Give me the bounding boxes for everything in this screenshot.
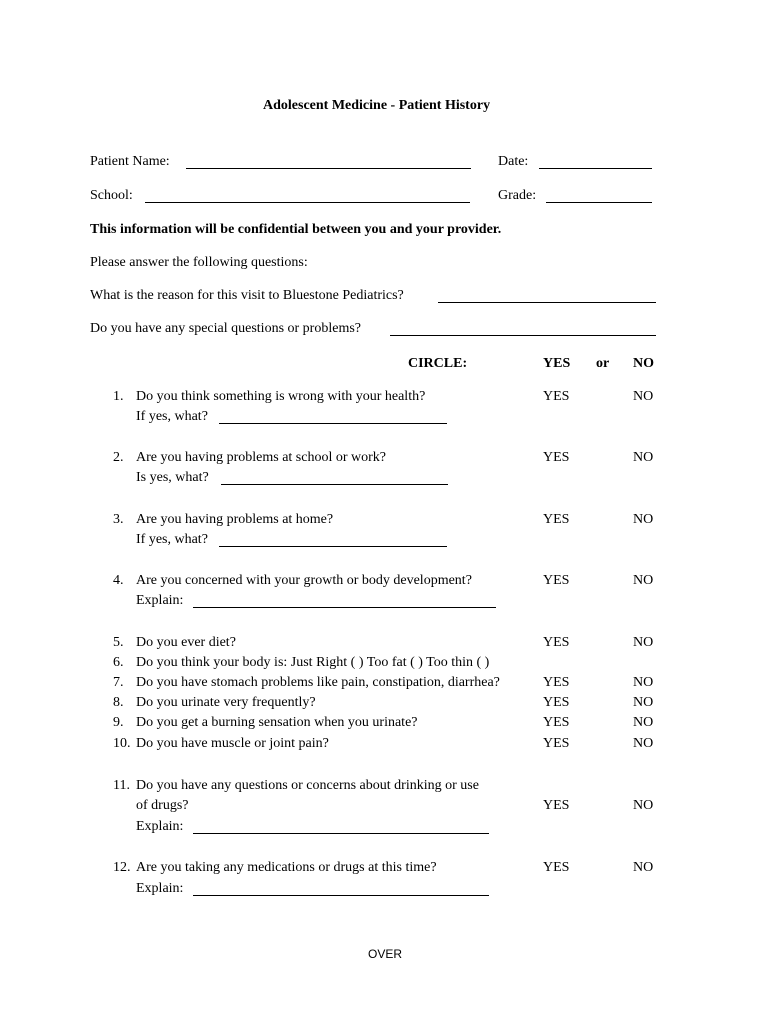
special-field[interactable] [390, 335, 656, 336]
reason-field[interactable] [438, 302, 656, 303]
question-number: 12. [113, 860, 131, 875]
no-option[interactable]: NO [633, 573, 654, 588]
yes-option[interactable]: YES [543, 675, 570, 690]
circle-yes-header: YES [543, 356, 571, 371]
question-text: Do you get a burning sensation when you urinate? [136, 715, 418, 730]
yes-option[interactable]: YES [543, 635, 570, 650]
yes-option[interactable]: YES [543, 512, 570, 527]
question-number: 4. [113, 573, 124, 588]
answer-field[interactable] [193, 895, 489, 896]
answer-field[interactable] [219, 546, 447, 547]
over-footer: OVER [368, 947, 403, 961]
grade-label: Grade: [498, 188, 537, 203]
grade-field[interactable] [546, 202, 652, 203]
confidential-notice: This information will be confidential between you and your provider. [90, 222, 502, 237]
question-number: 1. [113, 389, 124, 404]
no-option[interactable]: NO [633, 798, 654, 813]
no-option[interactable]: NO [633, 635, 654, 650]
special-question: Do you have any special questions or problems? [90, 321, 361, 336]
school-label: School: [90, 188, 133, 203]
question-text: Are you having problems at home? [136, 512, 334, 527]
no-option[interactable]: NO [633, 695, 654, 710]
answer-field[interactable] [193, 607, 496, 608]
answer-field[interactable] [193, 833, 489, 834]
question-sub-label: Explain: [136, 819, 184, 834]
question-sub-label: If yes, what? [136, 532, 208, 547]
question-text: Do you have stomach problems like pain, constipation, diarrhea? [136, 675, 500, 690]
question-number: 5. [113, 635, 124, 650]
no-option[interactable]: NO [633, 389, 654, 404]
patient-name-field[interactable] [186, 168, 471, 169]
question-number: 6. [113, 655, 124, 670]
question-text: Are you having problems at school or work? [136, 450, 386, 465]
date-field[interactable] [539, 168, 652, 169]
reason-question: What is the reason for this visit to Bluestone Pediatrics? [90, 288, 404, 303]
circle-or-header: or [596, 356, 610, 371]
question-sub-label: Explain: [136, 881, 184, 896]
question-text: Are you concerned with your growth or body development? [136, 573, 472, 588]
yes-option[interactable]: YES [543, 389, 570, 404]
question-number: 2. [113, 450, 124, 465]
question-sub-label: Explain: [136, 593, 184, 608]
question-number: 10. [113, 736, 131, 751]
question-text: Do you think your body is: Just Right ( ) Too fat ( ) Too thin ( ) [136, 655, 490, 670]
yes-option[interactable]: YES [543, 573, 570, 588]
answer-field[interactable] [219, 423, 447, 424]
date-label: Date: [498, 154, 529, 169]
question-text: Do you have any questions or concerns about drinking or use [136, 778, 479, 793]
question-text: Do you think something is wrong with your health? [136, 389, 426, 404]
yes-option[interactable]: YES [543, 860, 570, 875]
yes-option[interactable]: YES [543, 715, 570, 730]
yes-option[interactable]: YES [543, 695, 570, 710]
no-option[interactable]: NO [633, 736, 654, 751]
circle-no-header: NO [633, 356, 654, 371]
yes-option[interactable]: YES [543, 798, 570, 813]
yes-option[interactable]: YES [543, 450, 570, 465]
question-number: 9. [113, 715, 124, 730]
answer-field[interactable] [221, 484, 448, 485]
no-option[interactable]: NO [633, 450, 654, 465]
question-text: Do you urinate very frequently? [136, 695, 316, 710]
no-option[interactable]: NO [633, 860, 654, 875]
question-sub-label: Is yes, what? [136, 470, 209, 485]
no-option[interactable]: NO [633, 715, 654, 730]
circle-label: CIRCLE: [408, 356, 468, 371]
question-sub-label: If yes, what? [136, 409, 208, 424]
no-option[interactable]: NO [633, 675, 654, 690]
question-number: 11. [113, 778, 130, 793]
question-text-continued: of drugs? [136, 798, 189, 813]
no-option[interactable]: NO [633, 512, 654, 527]
patient-name-label: Patient Name: [90, 154, 170, 169]
question-number: 3. [113, 512, 124, 527]
question-number: 8. [113, 695, 124, 710]
instructions: Please answer the following questions: [90, 255, 308, 270]
yes-option[interactable]: YES [543, 736, 570, 751]
question-number: 7. [113, 675, 124, 690]
question-text: Do you have muscle or joint pain? [136, 736, 329, 751]
question-text: Are you taking any medications or drugs at this time? [136, 860, 437, 875]
form-title: Adolescent Medicine - Patient History [263, 98, 491, 113]
school-field[interactable] [145, 202, 470, 203]
question-text: Do you ever diet? [136, 635, 236, 650]
